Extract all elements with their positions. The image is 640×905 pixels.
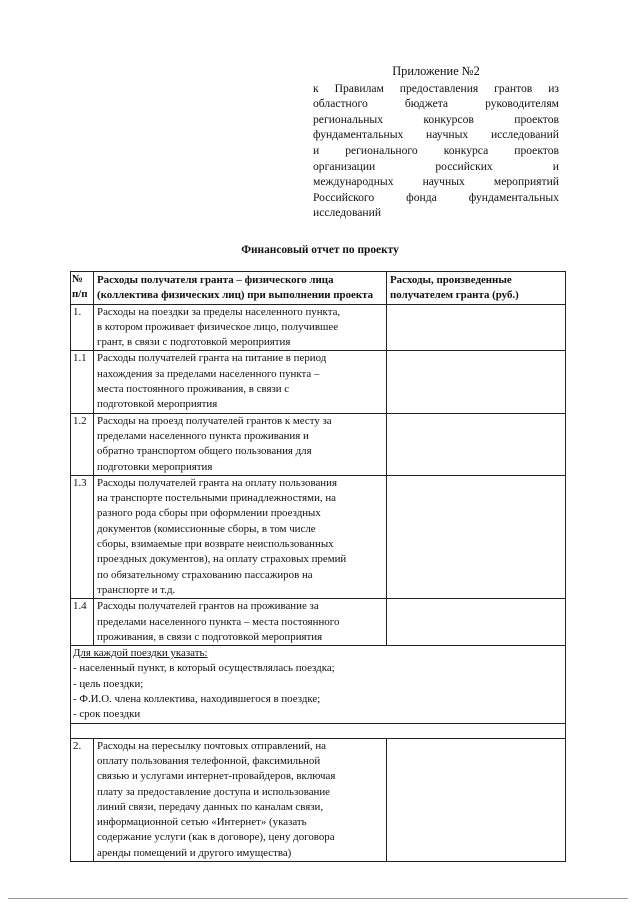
financial-report-table [70, 271, 566, 862]
appendix-line: региональных конкурсов проектов [313, 112, 559, 126]
header-amount: Расходы, произведенные получателем гранта (руб.) [387, 272, 566, 305]
table-row [71, 413, 566, 475]
appendix-line: международных научных мероприятий [313, 175, 559, 189]
row-text-line: места постоянного проживания, в связи с [97, 383, 290, 396]
row-text-line: связью и услугами интернет-провайдеров, включая [97, 770, 336, 783]
instructions-heading: Для каждой поездки указать: [73, 647, 208, 660]
row-text-line: линий связи, передачу данных по каналам связи, [97, 800, 324, 813]
spacer-cell [71, 723, 566, 738]
row-text-line: проездных документов), на оплату страховых премий [97, 553, 347, 566]
table-row [71, 304, 566, 351]
row-text-line: проживания, в связи с подготовкой мероприятия [97, 630, 323, 643]
appendix-line: организации российских и [313, 159, 559, 173]
row-number: 1. [71, 304, 94, 351]
row-text-line: Расходы на поездки за пределы населенного пункта, [97, 305, 341, 318]
table-row [71, 738, 566, 861]
page-title: Финансовый отчет по проекту [241, 244, 399, 256]
header-num: № п/п [71, 272, 94, 305]
row-text-line: подготовки мероприятия [97, 460, 213, 473]
instructions-cell [71, 646, 566, 723]
spacer-row [71, 723, 566, 738]
row-text-line: пределами населенного пункта – места постоянного [97, 615, 340, 628]
row-text-line: грант, в связи с подготовкой мероприятия [97, 336, 291, 349]
row-text-line: Расходы получателей гранта на оплату пользования [97, 476, 337, 489]
row-number: 1.2 [71, 413, 94, 475]
appendix-number: Приложение №2 [392, 64, 480, 78]
row-amount[interactable] [387, 413, 566, 475]
row-text-line: аренды помещений и другого имущества) [97, 846, 292, 859]
row-amount[interactable] [387, 475, 566, 598]
row-text-line: оплату пользования телефонной, факсимильной [97, 754, 321, 767]
row-amount[interactable] [387, 304, 566, 351]
row-text-line: пределами населенного пункта проживания и [97, 429, 309, 442]
appendix-block [313, 64, 559, 221]
row-text [94, 475, 387, 598]
row-text [94, 599, 387, 646]
row-text-line: транспорте и т.д. [97, 583, 176, 596]
row-text [94, 304, 387, 351]
instruction-item: - цель поездки; [73, 677, 144, 690]
row-text [94, 413, 387, 475]
row-text-line: подготовкой мероприятия [97, 398, 218, 411]
row-text [94, 738, 387, 861]
appendix-line: Российского фонда фундаментальных [313, 190, 559, 204]
row-text-line: Расходы получателей грантов на проживание за [97, 600, 319, 613]
appendix-line: фундаментальных научных исследований [313, 128, 559, 142]
row-text-line: нахождения за пределами населенного пункта – [97, 367, 320, 380]
row-text [94, 351, 387, 413]
row-text-line: содержание услуги (как в договоре), цену договора [97, 831, 335, 844]
row-number: 2. [71, 738, 94, 861]
row-text-line: по обязательному страхованию пассажиров на [97, 568, 313, 581]
row-number: 1.4 [71, 599, 94, 646]
row-text-line: Расходы на проезд получателей грантов к месту за [97, 414, 332, 427]
table-row [71, 351, 566, 413]
row-number: 1.3 [71, 475, 94, 598]
row-text-line: разного рода сборы при оформлении проездных [97, 507, 321, 520]
appendix-line: к Правилам предоставления грантов из [313, 81, 559, 95]
table-row [71, 599, 566, 646]
instruction-item: - Ф.И.О. члена коллектива, находившегося в поездке; [73, 693, 321, 706]
appendix-line: исследований [313, 206, 382, 220]
row-text-line: Расходы получателей гранта на питание в период [97, 352, 327, 365]
instruction-item: - населенный пункт, в который осуществлялась поездка; [73, 662, 335, 675]
row-text-line: Расходы на пересылку почтовых отправлений, на [97, 739, 327, 752]
row-number: 1.1 [71, 351, 94, 413]
row-amount[interactable] [387, 738, 566, 861]
row-text-line: на транспорте постельными принадлежностями, на [97, 492, 337, 505]
appendix-line: и регионального конкурса проектов [313, 143, 559, 157]
row-text-line: информационной сетью «Интернет» (указать [97, 816, 307, 829]
header-expense: Расходы получателя гранта – физического лица (коллектива физических лиц) при выполнении проекта [94, 272, 387, 305]
row-text-line: обратно транспортом общего пользования для [97, 445, 312, 458]
row-text-line: плату за предоставление доступа и использование [97, 785, 331, 798]
instruction-item: - срок поездки [73, 708, 141, 721]
row-text-line: сборы, взимаемые при возврате неиспользованных [97, 538, 334, 551]
row-text-line: в котором проживает физическое лицо, получившее [97, 320, 339, 333]
instructions-row [71, 646, 566, 723]
appendix-line: областного бюджета руководителям [313, 97, 559, 111]
row-amount[interactable] [387, 599, 566, 646]
table-row [71, 475, 566, 598]
row-text-line: документов (комиссионные сборы, в том числе [97, 522, 316, 535]
row-amount[interactable] [387, 351, 566, 413]
table-header-row [71, 272, 566, 305]
page-edge-line [8, 898, 628, 899]
